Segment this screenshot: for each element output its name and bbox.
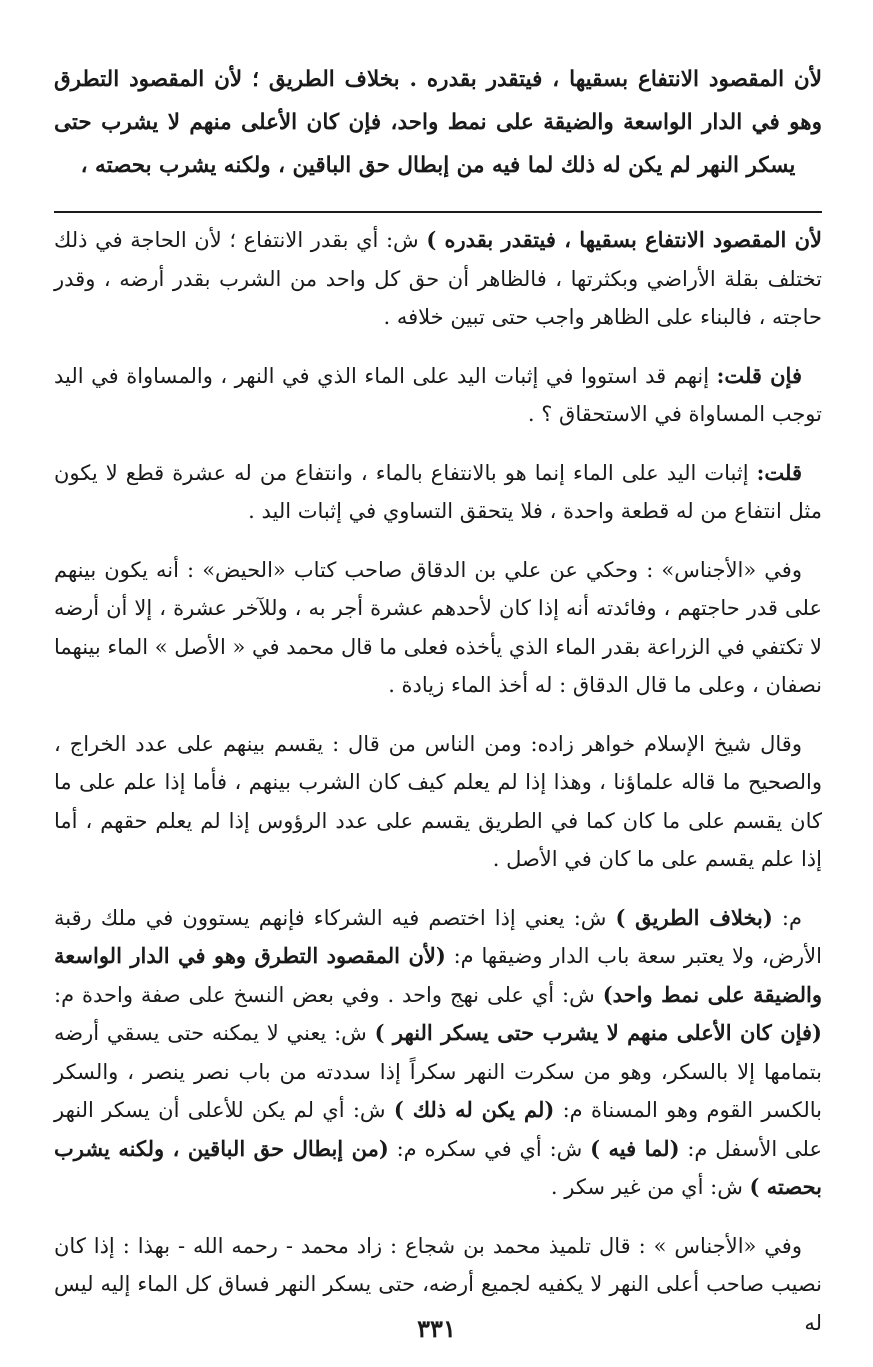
footnote-divider (54, 211, 822, 213)
main-text-block (54, 58, 822, 187)
quoted-text: (من إبطال حق الباقين ، ولكنه يشرب بحصته ) (54, 1135, 822, 1199)
quoted-text: (لما فيه ) (590, 1135, 680, 1161)
quoted-text: (فإن كان الأعلى منهم لا يشرب حتى يسكر النهر ) (374, 1020, 822, 1045)
commentary-text: إنهم قد استووا في إثبات اليد على الماء الذي في النهر ، والمساواة في اليد توجب المساواة في الاستحقاق ؟ . (54, 363, 822, 426)
book-page (54, 58, 822, 1362)
main-text: لأن المقصود الانتفاع بسقيها ، فيتقدر بقدره . بخلاف الطريق ؛ لأن المقصود التطرق وهو في الدار الواسعة والضيقة على نمط واحد، فإن كان الأعلى منهم لا يشرب حتى يسكر النهر لم يكن له ذلك لما فيه من إبطال حق الباقين ، ولكنه يشرب بحصته ، (54, 67, 822, 178)
commentary-block (54, 221, 822, 1342)
commentary-text: ش: يعني إذا اختصم فيه الشركاء فإنهم يستوون في ملك رقبة الأرض، ولا يعتبر سعة باب الدار وضيقها م: (54, 905, 822, 968)
commentary-paragraph (54, 725, 822, 879)
commentary-text: ش: أي على نهج واحد . وفي بعض النسخ على صفة واحدة م: (54, 982, 603, 1007)
commentary-text: وفي «الأجناس» : وحكي عن علي بن الدقاق صاحب كتاب «الحيض» : أنه يكون بينهم على قدر حاجتهم ، وفائدته أنه إذا كان لأحدهم عشرة أجر به ، وللآخر عشرة ، إلا أن أرضه لا تكتفي في الزراعة بقدر الماء الذي يأخذه فعلى ما قال محمد في « الأصل » الماء بينهما نصفان ، وعلى ما قال الدقاق : له أخذ الماء زيادة . (54, 557, 822, 697)
commentary-text: ش: أي في سكره م: (388, 1136, 591, 1161)
quoted-text: (بخلاف الطريق ) (615, 904, 773, 930)
commentary-paragraph (54, 221, 822, 337)
commentary-text: ش: أي لم يكن للأعلى أن يسكر النهر على الأسفل م: (54, 1098, 822, 1161)
commentary-text: ش: أي من غير سكر . (550, 1175, 750, 1199)
commentary-text: ش: أي بقدر الانتفاع ؛ لأن الحاجة في ذلك تختلف بقلة الأراضي وبكثرتها ، فالظاهر أن حق كل واحد من الشرب بقدر أرضه ، وقدر حاجته ، فالبناء على الظاهر واجب حتى تبين خلافه . (54, 228, 822, 329)
commentary-paragraph (54, 899, 822, 1207)
page-number: ٣٣١ (417, 1314, 456, 1343)
commentary-paragraph (54, 357, 822, 434)
commentary-paragraph (54, 551, 822, 705)
question-label: فإن قلت: (716, 362, 802, 388)
commentary-paragraph (54, 454, 822, 531)
quoted-text: (لم يكن له ذلك ) (393, 1097, 555, 1122)
commentary-text: إثبات اليد على الماء إنما هو بالانتفاع بالماء ، وانتفاع من له عشرة قطع لا يكون مثل انتفاع من له قطعة واحدة ، فلا يتحقق التساوي في إثبات اليد . (54, 460, 822, 523)
answer-label: قلت: (756, 459, 802, 485)
quoted-text: لأن المقصود الانتفاع بسقيها ، فيتقدر بقدره ) (426, 227, 822, 252)
commentary-text: وفي «الأجناس » : قال تلميذ محمد بن شجاع : زاد محمد - رحمه الله - بهذا : إذا كان نصيب صاحب أعلى النهر لا يكفيه لجميع أرضه، حتى يسكر النهر فساق كل الماء إليه ليس له (54, 1233, 822, 1335)
commentary-text: وقال شيخ الإسلام خواهر زاده: ومن الناس من قال : يقسم بينهم على عدد الخراج ، والصحيح ما قاله علماؤنا ، وهذا إذا لم يعلم كيف كان الشرب بينهم ، فأما إذا علم على ما كان يقسم على ما كان كما في الطريق يقسم على عدد الرؤوس إذا لم يعلم حقهم ، أما إذا علم يقسم على ما كان في الأصل . (54, 731, 822, 871)
commentary-text: ش: يعني لا يمكنه حتى يسقي أرضه بتمامها إلا بالسكر، وهو من سكرت النهر سكراً إذا سددته من باب نصر ينصر ، والسكر بالكسر القوم وهو المسناة م: (54, 1021, 822, 1122)
quoted-text: (لأن المقصود التطرق وهو في الدار الواسعة والضيقة على نمط واحد) (54, 943, 822, 1007)
commentary-text: م: (772, 905, 802, 930)
